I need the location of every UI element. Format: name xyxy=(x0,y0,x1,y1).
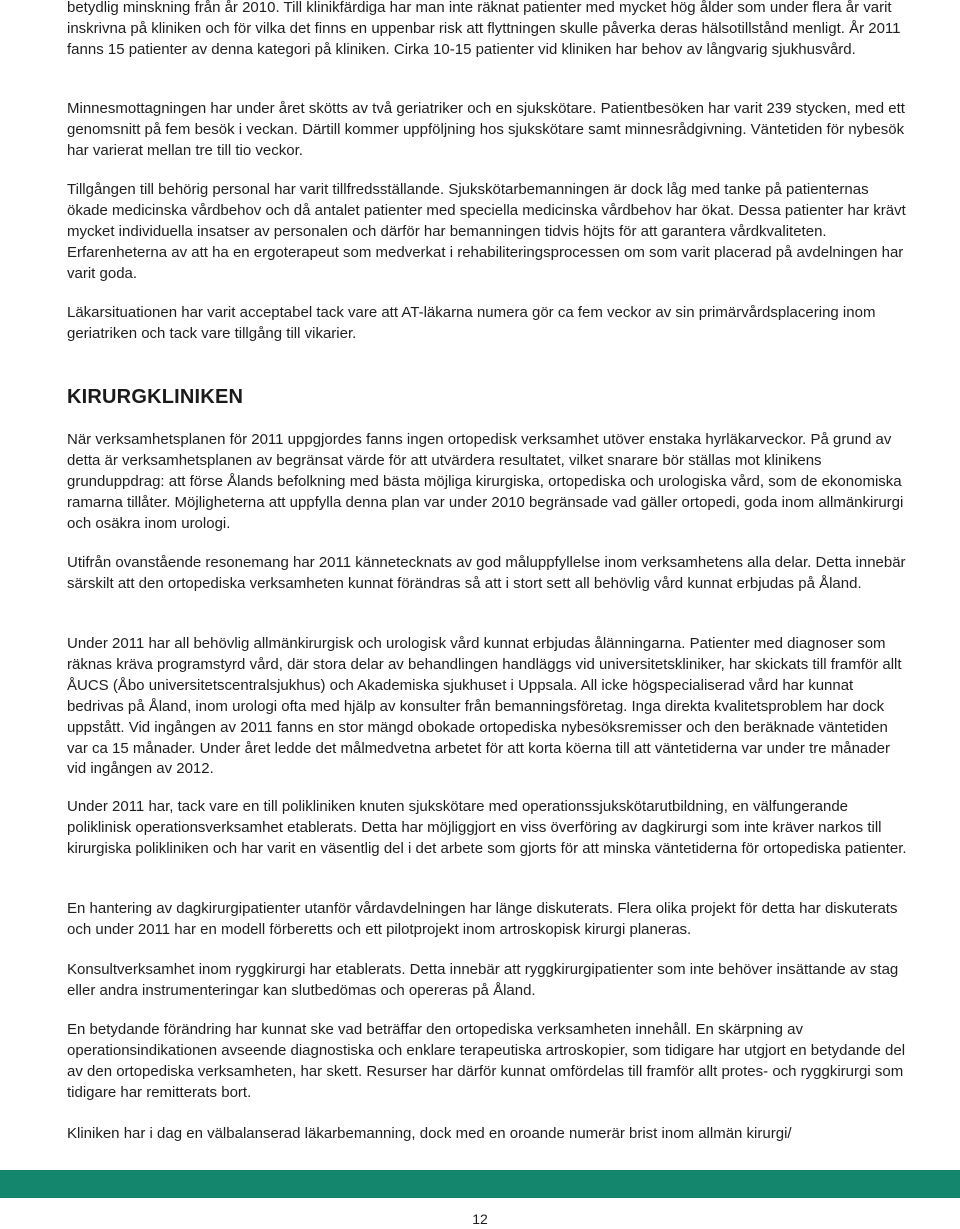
section-heading: KIRURGKLINIKEN xyxy=(67,386,244,408)
paragraph-day-surgery: En hantering av dagkirurgipatienter utanför vårdavdelningen har länge diskuterats. Flera olika projekt för detta har diskuterats och under 2011 har en modell förberetts och ett pilotprojekt inom artroskopisk kirurgi planeras. xyxy=(67,900,898,938)
paragraph-physician-situation: Läkarsituationen har varit acceptabel tack vare att AT-läkarna numera gör ca fem veckor av sin primärvårdsplacering inom geriatriken och tack vare tillgång till vikarier. xyxy=(67,304,876,342)
paragraph-staffing: Tillgången till behörig personal har varit tillfredsställande. Sjukskötarbemanningen är dock låg med tanke på patienternas ökade medicinska vårdbehov och då antalet patienter med speciella medicinska vårdbehov har ökat. Dessa patienter har krävt mycket individuella insatser av personalen och därför har bemanningen tidvis höjts för att garantera vårdkvaliteten. Erfarenheterna av att ha en ergoterapeut som medverkat i rehabiliteringsprocessen om som varit placerad på avdelningen har varit goda. xyxy=(67,181,906,282)
paragraph-memory-clinic: Minnesmottagningen har under året skötts av två geriatriker och en sjukskötare. Patientbesöken har varit 239 stycken, med ett genomsnitt på fem besök i veckan. Därtill kommer uppföljning hos sjukskötare samt minnesrådgivning. Väntetiden för nybesök har varierat mellan tre till tio veckor. xyxy=(67,100,905,159)
footer-band xyxy=(0,1170,960,1198)
page-number: 12 xyxy=(472,1211,488,1227)
paragraph-spine-surgery: Konsultverksamhet inom ryggkirurgi har etablerats. Detta innebär att ryggkirurgipatienter som inte behöver insättande av stag eller andra instrumenteringar kan slutbedömas och opereras på Åland. xyxy=(67,961,899,999)
paragraph-operating-plan: När verksamhetsplanen för 2011 uppgjordes fanns ingen ortopedisk verksamhet utöver enstaka hyrläkarveckor. På grund av detta är verksamhetsplanen av begränsat värde för att utvärdera resultatet, vilket snarare bör ställas mot klinikens grunduppdrag: att förse Ålands befolkning med bästa möjliga kirurgiska, ortopediska och urologiska vård, som de ekonomiska ramarna tillåter. Möjligheterna att uppfylla denna plan var under 2010 begränsade vad gäller ortopedi, goda inom allmänkirurgi och osäkra inom urologi. xyxy=(67,431,904,532)
paragraph-general-surgery: Under 2011 har all behövlig allmänkirurgisk och urologisk vård kunnat erbjudas ålänningarna. Patienter med diagnoser som räknas kräva programstyrd vård, där stora delar av behandlingen handläggs vid universitetskliniker, har skickats till framför allt ÅUCS (Åbo universitetscentralsjukhus) och Akademiska sjukhuset i Uppsala. All icke högspecialiserad vård har kunnat bedrivas på Åland, inom urologi ofta med hjälp av konsulter från bemanningsföretag. Inga direkta kvalitetsproblem har dock uppstått. Vid ingången av 2011 fanns en stor mängd obokade ortopediska nybesöksremisser och den beräknade väntetiden var ca 15 månader. Under året ledde det målmedvetna arbetet för att korta köerna till att väntetiderna var under tre månader vid ingången av 2012. xyxy=(67,635,902,778)
paragraph-geriatric-patients: betydlig minskning från år 2010. Till klinikfärdiga har man inte räknat patienter med mycket hög ålder som under flera år varit inskrivna på kliniken och för vilka det finns en uppenbar risk att flyttningen skulle påverka deras hälsotillstånd menligt. År 2011 fanns 15 patienter av denna kategori på kliniken. Cirka 10-15 patienter vid kliniken har behov av långvarig sjukhusvård. xyxy=(67,0,901,58)
paragraph-goal-fulfilment: Utifrån ovanstående resonemang har 2011 kännetecknats av god måluppfyllelse inom verksamhetens alla delar. Detta innebär särskilt att den ortopediska verksamheten kunnat förändras så att i stort sett all behövlig vård kunnat erbjudas på Åland. xyxy=(67,554,906,592)
paragraph-clinic-staffing: Kliniken har i dag en välbalanserad läkarbemanning, dock med en oroande numerär brist inom allmän kirurgi/ xyxy=(67,1125,792,1142)
paragraph-outpatient-operations: Under 2011 har, tack vare en till polikliniken knuten sjukskötare med operationssjukskötarutbildning, en välfungerande poliklinisk operationsverksamhet etablerats. Detta har möjliggjort en viss överföring av dagkirurgi som inte kräver narkos till kirurgiska polikliniken och har varit en väsentlig del i det arbete som gjorts för att minska väntetiderna för ortopediska patienter. xyxy=(67,798,907,857)
paragraph-orthopedic-change: En betydande förändring har kunnat ske vad beträffar den ortopediska verksamheten innehåll. En skärpning av operationsindikationen avseende diagnostiska och enklare terapeutiska artroskopier, som tidigare har utgjort en betydande del av den ortopediska verksamheten, har skett. Resurser har därför kunnat omfördelas till framför allt protes- och ryggkirurgi som tidigare har remitterats bort. xyxy=(67,1021,906,1101)
